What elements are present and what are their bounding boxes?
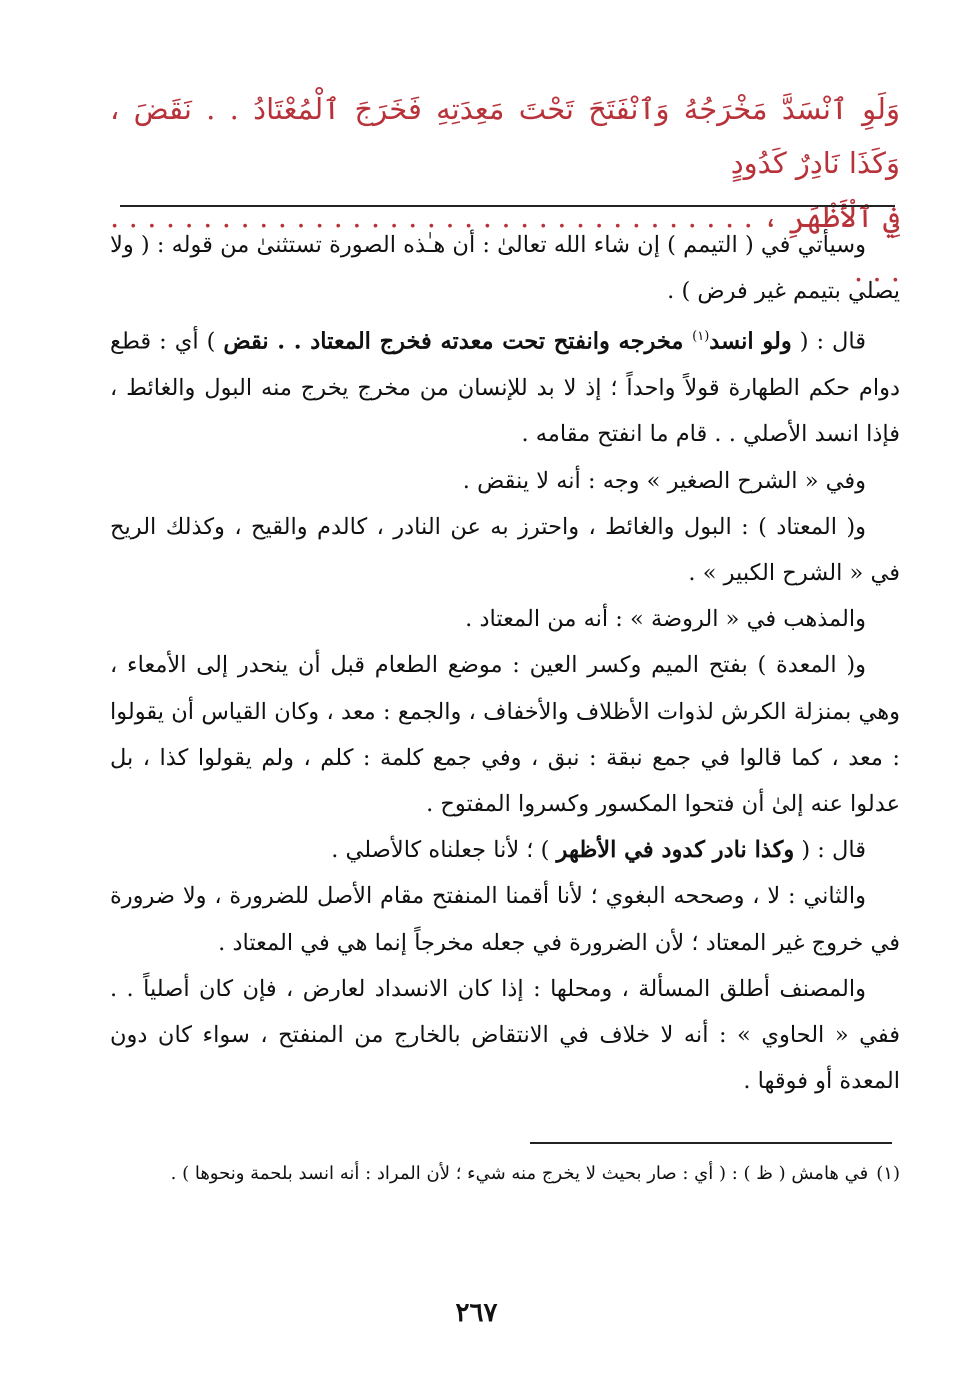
commentary-body (110, 222, 900, 1104)
paragraph-2-post: ) أي : قطع دوام حكم الطهارة قولاً واحداً ؛ إذ لا بد للإنسان من مخرج يخرج منه البول والغائط ، فإذا انسد الأصلي . . قام ما انفتح مقامه . (110, 328, 900, 448)
matn-line-2: فِي ٱلْأَظْهَرِ ، . . . . . . . . . . . . . . . . . . . . . . . . . . . . . . . . . . . . . . (110, 200, 900, 288)
paragraph-7 (110, 827, 900, 873)
paragraph-1: وسيأتي في ( التيمم ) إن شاء الله تعالىٰ : أن هـٰذه الصورة تستثنىٰ من قوله : ( ولا يصلي بتيمم غير فرض ) . (110, 232, 900, 305)
paragraph-5: والمذهب في « الروضة » : أنه من المعتاد . (465, 606, 866, 633)
footnote (110, 1156, 900, 1192)
paragraph-6: و( المعدة ) بفتح الميم وكسر العين : موضع الطعام قبل أن ينحدر إلى الأمعاء ، وهي بمنزلة الكرش لذوات الأظلاف والأخفاف ، والجمع : معد ، وكان القياس أن يقولوا : معد ، كما قالوا في جمع نبقة : نبق ، وفي جمع كلمة : كلم ، ولم يقولوا كذا ، بل عدلوا عنه إلىٰ أن فتحوا المكسور وكسروا المفتوح . (110, 652, 900, 817)
paragraph-8: والثاني : لا ، وصححه البغوي ؛ لأنا أقمنا المنفتح مقام الأصل للضرورة ، ولا ضرورة في خروج غير المعتاد ؛ لأن الضرورة في جعله مخرجاً إنما هي في المعتاد . (110, 883, 900, 956)
footnote-separator (530, 1142, 892, 1144)
paragraph-2-quote-b: مخرجه وانفتح تحت معدته فخرج المعتاد . . نقض (223, 328, 693, 355)
paragraph-9: والمصنف أطلق المسألة ، ومحلها : إذا كان الانسداد لعارض ، فإن كان أصلياً . . ففي « الحاوي » : أنه لا خلاف في الانتقاض بالخارج من المنفتح ، سواء كان دون المعدة أو فوقها . (110, 975, 900, 1095)
paragraph-4: و( المعتاد ) : البول والغائط ، واحترز به عن النادر ، كالدم والقيح ، وكذلك الريح في « الشرح الكبير » . (110, 513, 900, 586)
paragraph-7-quote: وكذا نادر كدود في الأظهر (556, 837, 795, 864)
matn-separator (120, 205, 895, 207)
paragraph-2 (110, 314, 900, 457)
paragraph-7-post: ) ؛ لأنا جعلناه كالأصلي . (331, 837, 557, 864)
footnote-text: في هامش ( ظ ) : ( أي : صار بحيث لا يخرج منه شيء ؛ لأن المراد : أنه انسد بلحمة ونحوها ) . (170, 1163, 869, 1184)
paragraph-2-quote-a: ولو انسد (709, 328, 792, 355)
paragraph-7-pre: قال : ( (794, 837, 866, 864)
matn-line-1: وَلَوِ ٱنْسَدَّ مَخْرَجُهُ وَٱنْفَتَحَ تَحْتَ مَعِدَتِهِ فَخَرَجَ ٱلْمُعْتَادُ . . نَقَضَ ، وَكَذَا نَادِرٌ كَدُودٍ (110, 92, 900, 180)
paragraph-3: وفي « الشرح الصغير » وجه : أنه لا ينقض . (462, 467, 866, 494)
footnote-line (110, 1156, 900, 1192)
page-number: ٢٦٧ (455, 1298, 498, 1328)
footnote-number: (١) (876, 1163, 900, 1184)
paragraph-2-pre: قال : ( (791, 328, 866, 355)
footnote-ref: (١) (692, 329, 710, 345)
